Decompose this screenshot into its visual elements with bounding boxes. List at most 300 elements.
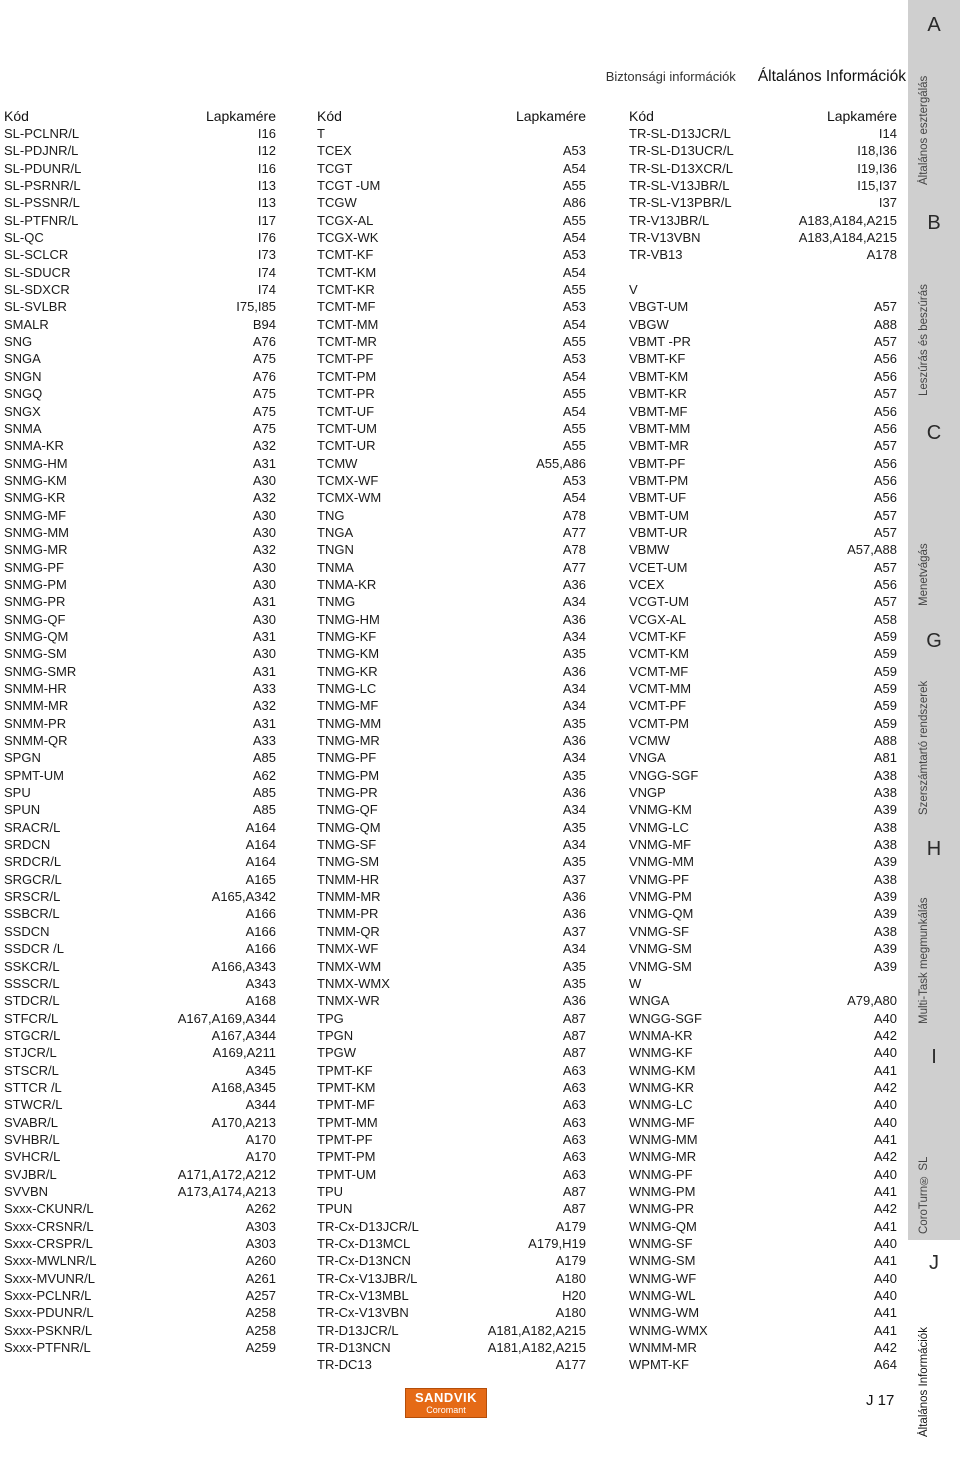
item-code: VNMG-SM — [629, 958, 692, 974]
item-page: A40 — [873, 1045, 897, 1061]
item-page: A75 — [252, 403, 276, 419]
item-code: VBMT-UR — [629, 524, 688, 540]
item-code: STGCR/L — [4, 1027, 61, 1043]
item-page: A183,A184,A215 — [798, 212, 897, 228]
item-code: TNMM-MR — [317, 889, 381, 905]
item-code: VBGW — [629, 316, 669, 332]
item-code: WNMA-KR — [629, 1027, 693, 1043]
table-row — [4, 923, 276, 940]
item-code: Sxxx-MVUNR/L — [4, 1270, 96, 1286]
item-code: SNMG-MR — [4, 542, 68, 558]
column-header-size: Lapkamére — [515, 108, 586, 124]
table-row — [4, 593, 276, 610]
table-row — [629, 819, 897, 836]
table-row — [4, 1322, 276, 1339]
item-page: A166 — [245, 941, 276, 957]
tab-c[interactable] — [908, 410, 960, 618]
tab-i[interactable] — [908, 1034, 960, 1240]
item-page: A63 — [562, 1114, 586, 1130]
table-row — [317, 1252, 586, 1269]
item-code: VCMT-MM — [629, 681, 692, 696]
item-code: TNMG-SM — [317, 854, 380, 870]
item-code: TNMG-KF — [317, 628, 377, 644]
item-page: A260 — [245, 1253, 276, 1269]
item-page: A180 — [555, 1270, 586, 1286]
item-page: A36 — [562, 733, 586, 749]
item-page: A63 — [562, 1062, 586, 1078]
table-row — [317, 923, 586, 940]
table-row — [629, 645, 897, 662]
item-page: A39 — [873, 854, 897, 870]
chapter-tabs — [908, 0, 960, 1457]
item-code: SRSCR/L — [4, 889, 61, 905]
item-page: A33 — [252, 733, 276, 749]
table-row — [4, 1096, 276, 1113]
item-page: A38 — [873, 785, 897, 801]
item-page: A75 — [252, 420, 276, 436]
index-column-3 — [629, 108, 897, 1374]
item-code: WNMG-KM — [629, 1062, 696, 1078]
table-row — [4, 350, 276, 367]
table-row — [629, 871, 897, 888]
item-page: I19,I36 — [857, 160, 897, 176]
item-page: H20 — [562, 1288, 586, 1304]
column-header — [4, 108, 276, 125]
table-row — [4, 177, 276, 194]
table-row — [4, 940, 276, 957]
item-page: A54 — [562, 316, 586, 332]
item-code: VBMT-KM — [629, 368, 689, 384]
item-code: WNMG-PR — [629, 1201, 694, 1217]
item-code: SNGX — [4, 403, 41, 419]
table-row — [4, 697, 276, 714]
table-row — [629, 992, 897, 1009]
table-row — [629, 368, 897, 385]
item-code: TPMT-UM — [317, 1166, 377, 1182]
item-page: A55 — [562, 386, 586, 402]
tab-b[interactable] — [908, 200, 960, 410]
item-page: A179 — [555, 1253, 586, 1269]
item-page: I14 — [878, 126, 897, 141]
item-page: A59 — [873, 628, 897, 644]
column-header-size: Lapkamére — [826, 108, 897, 124]
item-page: A41 — [873, 1305, 897, 1321]
table-row — [629, 1079, 897, 1096]
item-code: VNMG-MM — [629, 854, 694, 870]
item-page: A40 — [873, 1166, 897, 1182]
item-page: A262 — [245, 1201, 276, 1217]
item-page: I12 — [257, 143, 276, 159]
column-header — [317, 108, 586, 125]
table-row — [629, 524, 897, 541]
item-page: A59 — [873, 646, 897, 662]
item-page: A258 — [245, 1322, 276, 1338]
table-row — [4, 264, 276, 281]
item-code: VCMT-PF — [629, 698, 687, 714]
item-page: A40 — [873, 1114, 897, 1130]
table-row — [4, 559, 276, 576]
item-code: SL-PCLNR/L — [4, 126, 80, 141]
item-page: A56 — [873, 455, 897, 471]
item-code: SRGCR/L — [4, 871, 62, 887]
item-code: Sxxx-PSKNR/L — [4, 1322, 93, 1338]
item-code: TR-SL-D13JCR/L — [629, 126, 731, 141]
item-code: SL-SDXCR — [4, 282, 70, 298]
table-row — [629, 194, 897, 211]
item-code: TNMG-LC — [317, 681, 377, 696]
table-row — [317, 455, 586, 472]
item-code: TCMT-UM — [317, 420, 377, 436]
item-page: A57 — [873, 559, 897, 575]
item-page: A30 — [252, 576, 276, 592]
table-row — [629, 836, 897, 853]
table-row — [317, 715, 586, 732]
item-page: A55 — [562, 212, 586, 228]
table-row — [317, 489, 586, 506]
item-code: TNMG-PF — [317, 750, 377, 766]
item-code: TR-Cx-D13NCN — [317, 1253, 411, 1269]
table-row — [317, 871, 586, 888]
item-code: VBMT-MR — [629, 438, 689, 454]
item-page: A54 — [562, 160, 586, 176]
item-code: VBMT-UF — [629, 490, 687, 506]
item-code: TCMT-UR — [317, 438, 376, 454]
item-code: TR-V13JBR/L — [629, 212, 710, 228]
item-code: TNMG-KR — [317, 663, 378, 679]
table-row — [629, 281, 897, 298]
item-page: A78 — [562, 507, 586, 523]
table-row — [4, 298, 276, 315]
item-page: A31 — [252, 455, 276, 471]
item-code: VNMG-QM — [629, 906, 694, 922]
item-code: VNMG-PM — [629, 889, 692, 905]
table-row — [317, 420, 586, 437]
item-page: A53 — [562, 247, 586, 263]
item-page: A257 — [245, 1288, 276, 1304]
item-page: A37 — [562, 871, 586, 887]
item-page: A34 — [562, 837, 586, 853]
table-row — [317, 403, 586, 420]
item-code: TNMM-PR — [317, 906, 379, 922]
item-code: VBMT-UM — [629, 507, 689, 523]
item-page: A55 — [562, 420, 586, 436]
item-page: A32 — [252, 542, 276, 558]
tab-letter: G — [926, 630, 942, 652]
table-row — [4, 749, 276, 766]
item-page: A87 — [562, 1183, 586, 1199]
item-page: A64 — [873, 1357, 897, 1373]
table-row — [317, 1339, 586, 1356]
item-code: VBMT-KR — [629, 386, 687, 402]
item-page: I75,I85 — [236, 299, 276, 315]
item-code: VBMT-KF — [629, 351, 686, 367]
table-row — [629, 680, 897, 697]
item-page: A55 — [562, 438, 586, 454]
table-row — [4, 732, 276, 749]
item-code: TNMX-WR — [317, 993, 380, 1009]
item-code: TNMX-WM — [317, 958, 382, 974]
item-code: VCGX-AL — [629, 611, 687, 627]
table-row — [317, 680, 586, 697]
item-page: A57 — [873, 438, 897, 454]
page-number: J 17 — [866, 1392, 895, 1409]
item-page: A180 — [555, 1305, 586, 1321]
item-page: A40 — [873, 1288, 897, 1304]
table-row — [317, 628, 586, 645]
item-code: TR-SL-D13XCR/L — [629, 160, 734, 176]
item-code: Sxxx-PTFNR/L — [4, 1340, 91, 1356]
item-code: TCMW — [317, 455, 358, 471]
table-row — [317, 160, 586, 177]
item-page: I16 — [257, 126, 276, 141]
table-row — [4, 1131, 276, 1148]
item-page: A41 — [873, 1062, 897, 1078]
item-code: SL-PDUNR/L — [4, 160, 82, 176]
item-page: A30 — [252, 646, 276, 662]
item-page: A34 — [562, 698, 586, 714]
table-row — [4, 1166, 276, 1183]
item-code: SNMG-PR — [4, 594, 66, 610]
item-code: VCMT-KF — [629, 628, 687, 644]
item-code: TR-SL-V13JBR/L — [629, 178, 730, 194]
item-page: A343 — [245, 975, 276, 991]
item-code: SVABR/L — [4, 1114, 58, 1130]
tab-h[interactable] — [908, 826, 960, 1034]
item-page: A57 — [873, 299, 897, 315]
item-code: TNGA — [317, 524, 354, 540]
item-page: A177 — [555, 1357, 586, 1373]
table-row — [317, 1287, 586, 1304]
table-row — [629, 923, 897, 940]
table-row — [317, 142, 586, 159]
table-row — [4, 1304, 276, 1321]
item-page: A62 — [252, 767, 276, 783]
item-page: A171,A172,A212 — [177, 1166, 276, 1182]
table-row — [317, 1096, 586, 1113]
item-code: TCMT-MM — [317, 316, 379, 332]
tab-a[interactable] — [908, 0, 960, 200]
item-page: A34 — [562, 802, 586, 818]
item-page: A164 — [245, 837, 276, 853]
table-row — [4, 1183, 276, 1200]
item-page: A53 — [562, 143, 586, 159]
item-page: A55 — [562, 334, 586, 350]
table-row — [4, 1339, 276, 1356]
item-code: TCGW — [317, 195, 357, 211]
table-row — [317, 1044, 586, 1061]
item-code: TR-DC13 — [317, 1357, 372, 1373]
item-code: VBMT-MM — [629, 420, 691, 436]
item-code: TNMA — [317, 559, 354, 575]
item-page: A36 — [562, 906, 586, 922]
table-row — [317, 732, 586, 749]
table-row — [629, 1252, 897, 1269]
item-page: A54 — [562, 403, 586, 419]
item-page: A63 — [562, 1166, 586, 1182]
item-page: A39 — [873, 958, 897, 974]
item-code: VBMW — [629, 542, 670, 558]
item-code: TR-V13VBN — [629, 230, 701, 246]
item-code: TR-Cx-D13JCR/L — [317, 1218, 419, 1234]
table-row — [629, 975, 897, 992]
item-page: A75 — [252, 351, 276, 367]
item-code: SRDCN — [4, 837, 51, 853]
item-page: A57,A88 — [847, 542, 897, 558]
item-code: TCMT-KM — [317, 264, 377, 280]
table-row — [4, 611, 276, 628]
table-row — [629, 593, 897, 610]
item-code: TR-SL-V13PBR/L — [629, 195, 732, 211]
item-code: SPU — [4, 785, 31, 801]
table-row — [317, 1200, 586, 1217]
item-page: A55 — [562, 178, 586, 194]
item-code: SVJBR/L — [4, 1166, 57, 1182]
table-row — [317, 524, 586, 541]
table-row — [317, 1062, 586, 1079]
table-row — [629, 888, 897, 905]
table-row — [317, 368, 586, 385]
table-row — [4, 715, 276, 732]
tab-label: Általános esztergálás — [918, 75, 930, 185]
item-page: A57 — [873, 524, 897, 540]
tab-label: Szerszámtartó rendszerek — [918, 680, 930, 816]
item-code: TNMA-KR — [317, 576, 377, 592]
item-page: A63 — [562, 1079, 586, 1095]
item-page: A38 — [873, 837, 897, 853]
item-code: VNMG-MF — [629, 837, 692, 853]
item-page: A42 — [873, 1201, 897, 1217]
item-code: SSKCR/L — [4, 958, 60, 974]
item-code: SSDCN — [4, 923, 50, 939]
item-page: A344 — [245, 1097, 276, 1113]
item-code: SPUN — [4, 802, 41, 818]
table-row — [629, 177, 897, 194]
table-row — [317, 316, 586, 333]
item-code: TNMM-HR — [317, 871, 380, 887]
item-page: A39 — [873, 802, 897, 818]
item-page: A39 — [873, 906, 897, 922]
table-row — [629, 1304, 897, 1321]
table-row — [317, 541, 586, 558]
item-page: A36 — [562, 889, 586, 905]
item-code: VNGG-SGF — [629, 767, 699, 783]
item-code: VNMG-PF — [629, 871, 689, 887]
table-row — [4, 194, 276, 211]
tab-letter: J — [929, 1252, 939, 1274]
table-row — [317, 1079, 586, 1096]
item-page: A168,A345 — [211, 1079, 276, 1095]
item-code: SVHBR/L — [4, 1131, 60, 1147]
item-page: I17 — [257, 212, 276, 228]
table-row — [317, 298, 586, 315]
item-page: A85 — [252, 785, 276, 801]
table-row — [4, 437, 276, 454]
item-code: TNMG-KM — [317, 646, 380, 662]
item-page: A42 — [873, 1027, 897, 1043]
table-row — [317, 1183, 586, 1200]
table-row — [629, 472, 897, 489]
table-row — [317, 905, 586, 922]
item-page: A261 — [245, 1270, 276, 1286]
table-row — [4, 975, 276, 992]
item-page: A170,A213 — [211, 1114, 276, 1130]
item-page: A303 — [245, 1218, 276, 1234]
item-code: SNMG-PM — [4, 576, 67, 592]
item-code: SL-PDJNR/L — [4, 143, 79, 159]
table-row — [317, 836, 586, 853]
item-code: WPMT-KF — [629, 1357, 689, 1373]
item-page: I18,I36 — [857, 143, 897, 159]
item-page: I13 — [257, 178, 276, 194]
table-row — [4, 333, 276, 350]
table-row — [629, 420, 897, 437]
item-code: TNMG-HM — [317, 611, 380, 627]
tab-j[interactable] — [908, 1240, 960, 1457]
item-page: A76 — [252, 334, 276, 350]
table-row — [4, 455, 276, 472]
item-page: A32 — [252, 698, 276, 714]
column-header-code: Kód — [4, 108, 29, 124]
table-row — [629, 940, 897, 957]
column-header-code: Kód — [317, 108, 342, 124]
index-column-1 — [4, 108, 276, 1356]
table-row — [4, 1218, 276, 1235]
table-row — [4, 489, 276, 506]
item-page: A38 — [873, 819, 897, 835]
tab-label: Menetvágás — [918, 543, 930, 607]
table-row — [4, 160, 276, 177]
item-code: TR-Cx-D13MCL — [317, 1236, 411, 1251]
item-page: A59 — [873, 681, 897, 696]
table-row — [629, 749, 897, 766]
item-page: A35 — [562, 958, 586, 974]
item-code: WNMM-MR — [629, 1340, 697, 1356]
tab-g[interactable] — [908, 618, 960, 826]
item-page: A35 — [562, 975, 586, 991]
table-row — [629, 1339, 897, 1356]
column-rows — [4, 125, 276, 1356]
item-page: A57 — [873, 594, 897, 610]
item-code: TPGN — [317, 1027, 354, 1043]
item-code: TCMX-WM — [317, 490, 382, 506]
item-page: A169,A211 — [212, 1045, 276, 1061]
table-row — [4, 420, 276, 437]
item-page: A57 — [873, 507, 897, 523]
table-row — [317, 749, 586, 766]
table-row — [317, 385, 586, 402]
item-page: A181,A182,A215 — [487, 1340, 586, 1356]
item-code: SNGA — [4, 351, 41, 367]
table-row — [317, 1270, 586, 1287]
column-header-code: Kód — [629, 108, 654, 124]
table-row — [629, 1096, 897, 1113]
table-row — [629, 316, 897, 333]
item-page: A57 — [873, 334, 897, 350]
item-page: A167,A169,A344 — [177, 1010, 276, 1026]
item-page: A166 — [245, 906, 276, 922]
table-row — [317, 264, 586, 281]
item-code: W — [629, 975, 642, 991]
item-page: A87 — [562, 1045, 586, 1061]
table-row — [4, 680, 276, 697]
item-page: A36 — [562, 785, 586, 801]
item-page: A54 — [562, 264, 586, 280]
item-page: A56 — [873, 490, 897, 506]
table-row — [317, 194, 586, 211]
item-code: VNMG-KM — [629, 802, 692, 818]
item-page: A37 — [562, 923, 586, 939]
tab-letter: B — [927, 212, 941, 234]
